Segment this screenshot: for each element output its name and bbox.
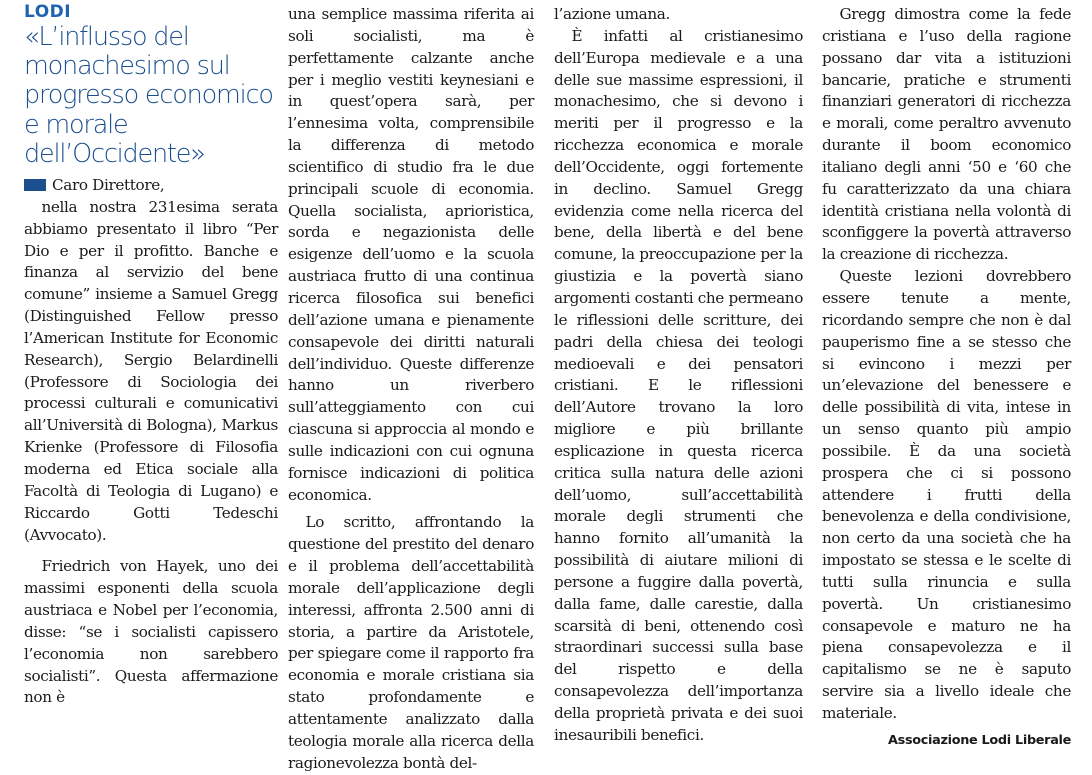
column-4: [822, 4, 1071, 752]
signature: Associazione Lodi Liberale: [888, 732, 1071, 748]
paragraph: Gregg dimostra come la fede cristiana e l’uso della ragione possano dar vita a istituzioni bancarie, pratiche e strumenti finanziari generatori di ricchezza e morali, come peraltro avvenuto durante il boom economico italiano degli anni ‘50 e ‘60 che fu caratterizzato da una chiara identità cristiana nella volontà di sconfiggere la povertà attraverso la creazione di ricchezza.: [822, 5, 1071, 264]
salutation-text: Caro Direttore,: [52, 176, 165, 195]
paragraph: Queste lezioni dovrebbero essere tenute a mente, ricordando sempre che non è dal pauperismo fine a se stesso che si evincono i mezzi per un’elevazione del benessere e delle possibilità di vita, intese in un senso quanto più ampio possibile. È da una società prospera che ci si possono attendere i frutti della benevolenza e della condivisione, non certo da una società che ha impostato se stessa e le scelte di tutti sulla rinuncia e sulla povertà. Un cristianesimo consapevole e maturo ne ha piena consapevolezza e il capitalismo se ne è saputo servire sia a livello ideale che materiale.: [822, 267, 1071, 722]
column-2: [288, 4, 534, 775]
paragraph: È infatti al cristianesimo dell’Europa medievale e a una delle sue massime espressioni, il monachesimo, che si devono i meriti per il progresso e la ricchezza economica e morale dell’Occidente, oggi fortemente in declino. Samuel Gregg evidenzia come nella ricerca del bene, della libertà e del bene comune, la preoccupazione per la giustizia e la povertà siano argomenti costanti che permeano le riflessioni delle scritture, dei padri della chiesa dei teologi medioevali e dei pensatori cristiani. E le riflessioni dell’Autore trovano la loro migliore e più brillante esplicazione in questa ricerca critica sulla natura delle azioni dell’uomo, sull’accettabilità morale degli strumenti che hanno fornito all’umanità la possibilità di aiutare milioni di persone a fuggire dalla povertà, dalla fame, dalle carestie, dalla scarsità di beni, ottenendo così straordinari successi sulla base del rispetto e della consapevolezza dell’importanza della proprietà privata e dei suoi inesauribili benefici.: [554, 26, 803, 744]
paragraph: nella nostra 231esima serata abbiamo presentato il libro “Per Dio e per il profitto. Banche e finanza al servizio del bene comune” insieme a Samuel Gregg (Distinguished Fellow presso l’American Institute for Economic Research), Sergio Belardinelli (Professore di Sociologia dei processi culturali e comunicativi all’Università di Bologna), Markus Krienke (Professore di Filosofia moderna ed Etica sociale alla Facoltà di Teologia di Lugano) e Riccardo Gotti Tedeschi (Avvocato).: [24, 197, 278, 544]
salutation: [24, 175, 278, 197]
paragraph: una semplice massima riferita ai soli socialisti, ma è perfettamente calzante anche per i meglio vestiti keynesiani e in quest’opera sarà, per l’ennesima volta, comprensibile la differenza di metodo scientifico di studio fra le due principali scuole di economia. Quella socialista, aprioristica, sorda e negazionista delle esigenze dell’uomo e la scuola austriaca frutto di una continua ricerca filosofica sui benefici dell’azione umana e pienamente consapevole dei diritti naturali dell’individuo. Queste differenze hanno un riverbero sull’atteggiamento con cui ciascuna si approccia al mondo e sulle indicazioni con cui ognuna fornisce indicazioni di politica economica.: [288, 5, 534, 504]
section-marker-bar: [24, 179, 46, 191]
headline: «L’influsso del monachesimo sul progresso economico e morale dell’Occidente»: [24, 22, 273, 169]
paragraph: Lo scritto, affrontando la questione del prestito del denaro e il problema dell’accettabilità morale dell’applicazione degli interessi, affronta 2.500 anni di storia, a partire da Aristotele, per spiegare come il rapporto fra economia e morale cristiana sia stato profondamente e attentamente analizzato dalla teologia morale alla ricerca della ragionevolezza bontà del-: [288, 513, 534, 772]
column-3: [554, 4, 803, 747]
paragraph: l’azione umana.: [554, 5, 670, 23]
section-label: LODI: [24, 2, 72, 22]
column-1: [24, 4, 278, 709]
paragraph: Friedrich von Hayek, uno dei massimi esponenti della scuola austriaca e Nobel per l’economia, disse: “se i socialisti capissero l’economia non sarebbero socialisti”. Questa affermazione non è: [24, 557, 278, 707]
